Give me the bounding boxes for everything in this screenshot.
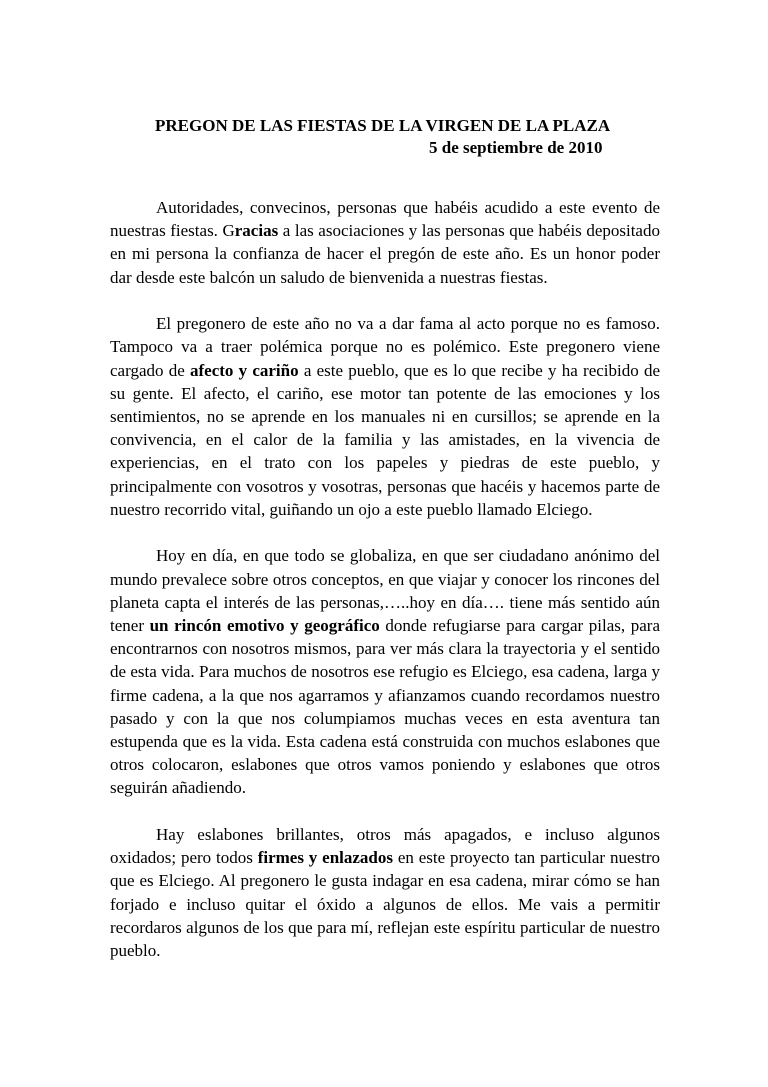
document-title: PREGON DE LAS FIESTAS DE LA VIRGEN DE LA PLAZA [155, 116, 611, 135]
paragraph-text: donde refugiarse para cargar pilas, para encontrarnos con nosotros mismos, para ver más clara la trayectoria y el sentido de esta vida. Para muchos de nosotros ese refugio es Elciego, esa cadena, larga y firme cadena, a la que nos agarramos y afianzamos cuando recordamos nuestro pasado y con la que nos columpiamos muchas veces en esta aventura tan estupenda que es la vida. Esta cadena está construida con muchos eslabones que otros colocaron, eslabones que otros vamos poniendo y eslabones que otros seguirán añadiendo. [110, 616, 660, 798]
paragraph-4 [110, 823, 660, 962]
paragraph-3 [110, 544, 660, 799]
paragraph-text: Autoridades, convecinos, personas que habéis acudido a este evento de nuestras fiestas. G [110, 198, 660, 241]
paragraph-2 [110, 312, 660, 521]
document-date: 5 de septiembre de 2010 [429, 138, 603, 157]
paragraph-text: a las asociaciones y las personas que habéis depositado en mi persona la confianza de hacer el pregón de este año. Es un honor poder dar desde este balcón un saludo de bienvenida a nuestras fiestas. [110, 221, 660, 287]
paragraph-text: El pregonero de este año no va a dar fama al acto porque no es famoso. Tampoco va a traer polémica porque no es polémico. Este pregonero viene cargado de [110, 314, 660, 380]
paragraph-bold-text: un rincón emotivo y geográfico [149, 616, 380, 636]
document-body [110, 196, 660, 986]
paragraph-text: en este proyecto tan particular nuestro que es Elciego. Al pregonero le gusta indagar en esa cadena, mirar cómo se han forjado e incluso quitar el óxido a algunos de ellos. Me vais a permitir recordaros algunos de los que para mí, reflejan este espíritu particular de nuestro pueblo. [110, 848, 660, 961]
paragraph-text: Hay eslabones brillantes, otros más apagados, e incluso algunos oxidados; pero todos [110, 825, 660, 868]
paragraph-bold-text: firmes y enlazados [257, 848, 393, 868]
paragraph-1 [110, 196, 660, 289]
paragraph-bold-text: racias [234, 221, 279, 241]
paragraph-bold-text: afecto y cariño [189, 360, 299, 380]
paragraph-text: a este pueblo, que es lo que recibe y ha recibido de su gente. El afecto, el cariño, ese motor tan potente de las emociones y los sentimientos, no se aprende en los manuales ni en cursillos; se aprende en la convivencia, en el calor de la familia y las amistades, en la vivencia de experiencias, en el trato con los papeles y piedras de este pueblo, y principalmente con vosotros y vosotras, personas que hacéis y hacemos parte de nuestro recorrido vital, guiñando un ojo a este pueblo llamado Elciego. [110, 360, 661, 519]
paragraph-text: Hoy en día, en que todo se globaliza, en que ser ciudadano anónimo del mundo prevalece sobre otros conceptos, en que viajar y conocer los rincones del planeta capta el interés de las personas,…..hoy en día…. tiene más sentido aún tener [110, 546, 660, 636]
